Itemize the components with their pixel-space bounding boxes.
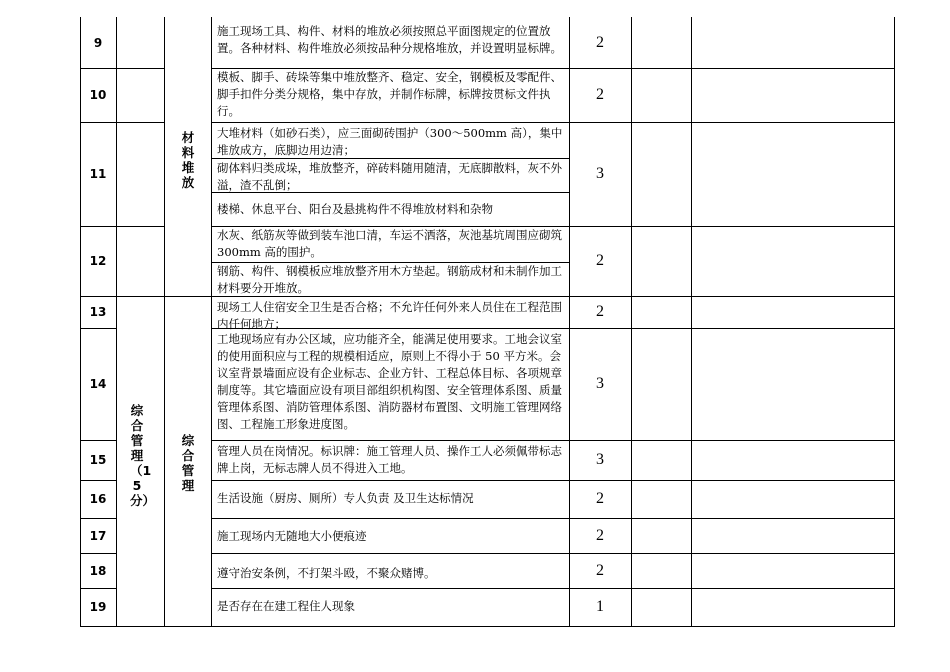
group-label-management-outer: 综合管理（15分） [130, 403, 156, 508]
criteria-text: 楼梯、休息平台、阳台及悬挑构件不得堆放材料和杂物 [217, 202, 493, 216]
column-rule [894, 17, 895, 627]
row-score: 2 [596, 526, 604, 544]
criteria-text: 管理人员在岗情况。标识牌：施工管理人员、操作工人必须佩带标志牌上岗，无标志牌人员不得进入工地。 [217, 444, 562, 475]
row-score: 3 [596, 375, 604, 392]
row-number: 13 [89, 305, 107, 319]
row-number: 11 [89, 167, 107, 181]
column-rule [116, 17, 117, 627]
criteria-text: 遵守治安条例，不打架斗殴，不聚众赌博。 [217, 566, 436, 580]
row-rule [116, 226, 165, 227]
column-rule [164, 17, 165, 627]
group-label-management-inner: 综合管理 [181, 433, 195, 493]
row-rule [211, 588, 895, 589]
row-number: 15 [89, 453, 107, 467]
criteria-text: 模板、脚手、砖垛等集中堆放整齐、稳定、安全，钢模板及零配件、脚手扣件分类分规格，集中存放，并制作标牌，标牌按贯标文件执行。 [217, 70, 562, 118]
row-score: 2 [596, 303, 604, 320]
row-score: 3 [596, 165, 604, 182]
row-number: 12 [89, 254, 107, 268]
criteria-text: 水灰、纸筋灰等做到装车池口清，车运不洒落，灰池基坑周围应砌筑 300mm 高的围护。 [217, 228, 562, 259]
row-rule [211, 122, 895, 123]
criteria-text: 工地现场应有办公区域，应功能齐全，能满足使用要求。工地会议室的使用面积应与工程的规模相适应，原则上不得小于 50 平方米。会议室背景墙面应设有企业标志、企业方针、工程总体目标、各项规章制度等。其它墙面应设有项目部组织机构图、安全管理体系图、质量管理体系图、消防管理体系图、消防器材布置图、文明施工管理网络图、工程施工形象进度图。 [217, 332, 562, 431]
row-score: 2 [596, 33, 604, 51]
criteria-text: 是否存在在建工程住人现象 [217, 599, 355, 613]
row-number: 19 [89, 600, 107, 614]
criteria-text: 施工现场内无随地大小便痕迹 [217, 529, 367, 543]
row-number: 10 [89, 88, 107, 102]
row-rule [211, 518, 895, 519]
row-number: 14 [89, 377, 107, 391]
criteria-text: 施工现场工具、构件、材料的堆放必须按照总平面图规定的位置放置。各种材料、构件堆放必须按品种分规格堆放，并设置明显标牌。 [217, 24, 562, 55]
row-score: 1 [596, 598, 604, 615]
row-number: 16 [89, 492, 107, 506]
criteria-text: 大堆材料（如砂石类），应三面砌砖围护（300～500mm 高），集中堆放成方，底脚边用边清； [217, 126, 563, 157]
row-score: 2 [596, 252, 604, 269]
row-rule [211, 553, 895, 554]
row-rule [211, 480, 895, 481]
column-rule [211, 17, 212, 627]
group-label-materials: 材料堆放 [181, 130, 195, 190]
table-bottom-rule [80, 626, 895, 627]
row-rule [116, 122, 165, 123]
column-rule [691, 17, 692, 627]
row-number: 18 [89, 563, 107, 578]
row-score: 2 [596, 86, 604, 103]
row-score: 3 [596, 451, 604, 468]
column-rule [631, 17, 632, 627]
row-number: 9 [93, 35, 103, 50]
row-rule [211, 440, 895, 441]
criteria-text: 砌体料归类成垛，堆放整齐，碎砖料随用随清，无底脚散料，灰不外溢，渣不乱倒； [217, 161, 562, 192]
criteria-text: 生活设施（厨房、厕所）专人负责 及卫生达标情况 [217, 491, 474, 505]
row-score: 2 [596, 490, 604, 507]
criteria-text: 现场工人住宿安全卫生是否合格；不允许任何外来人员住在工程范围内任何地方； [217, 300, 562, 331]
row-score: 2 [596, 561, 604, 579]
criteria-text: 钢筋、构件、钢模板应堆放整齐用木方垫起。钢筋成材和未制作加工材料要分开堆放。 [217, 264, 562, 295]
row-number: 17 [89, 528, 107, 543]
row-rule [116, 68, 165, 69]
